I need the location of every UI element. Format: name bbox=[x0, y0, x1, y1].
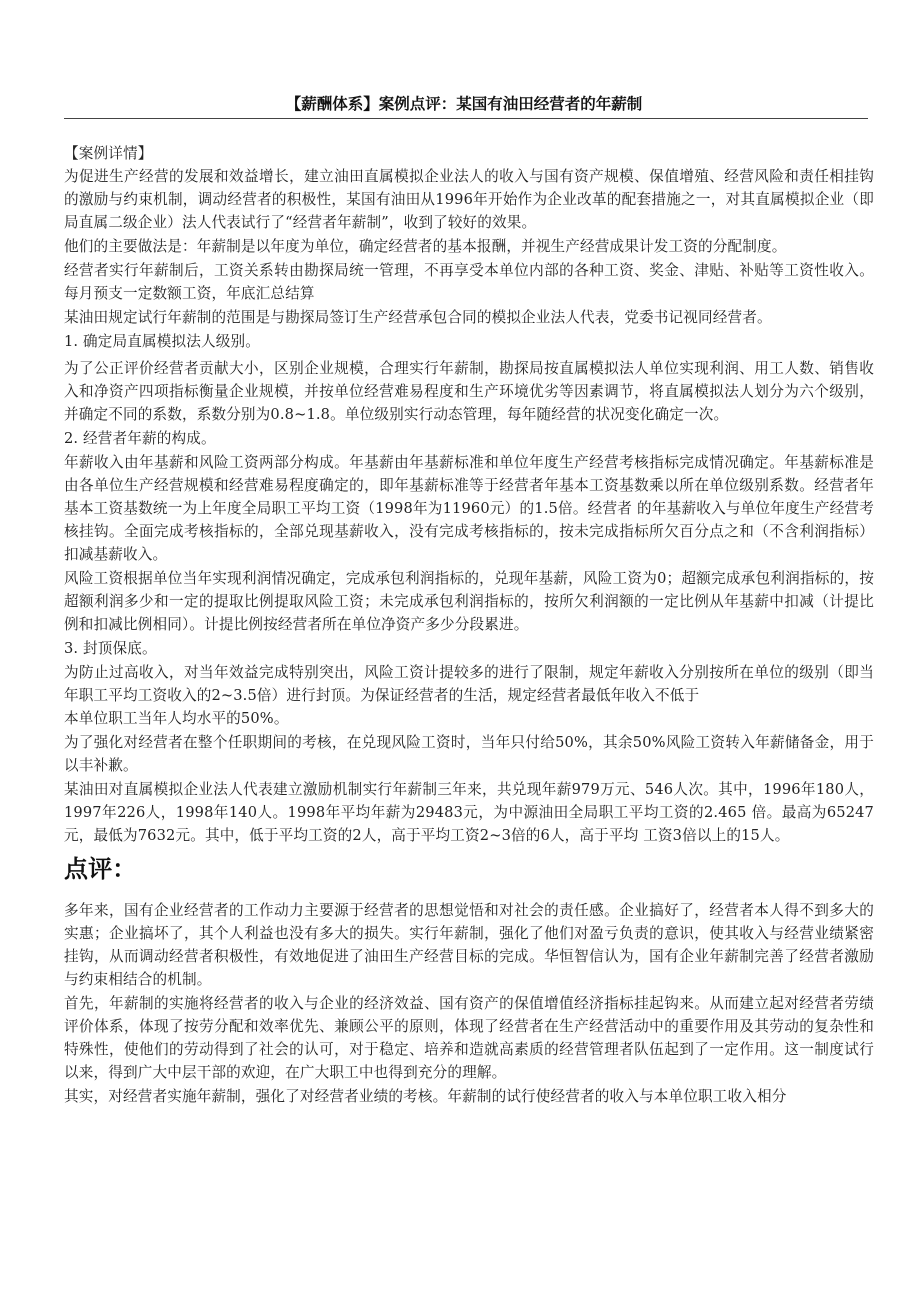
paragraph: 其实，对经营者实施年薪制，强化了对经营者业绩的考核。年薪制的试行使经营者的收入与本单位职工收入相分 bbox=[64, 1088, 787, 1105]
paragraph: 多年来，国有企业经营者的工作动力主要源于经营者的思想觉悟和对社会的责任感。企业搞好了，经营者本人得不到多大的实惠；企业搞坏了，其个人利益也没有多大的损失。实行年薪制，强化了他们对盈亏负责的意识，使其收入与经营业绩紧密挂钩，从而调动经营者积极性，有效地促进了油田生产经营目标的完成。华恒智信认为，国有企业年薪制完善了经营者激励与约束相结合的机制。 bbox=[64, 902, 874, 988]
paragraph: 某油田规定试行年薪制的范围是与勘探局签订生产经营承包合同的模拟企业法人代表，党委书记视同经营者。 bbox=[64, 309, 772, 326]
list-heading: 2. 经营者年薪的构成。 bbox=[64, 430, 216, 447]
case-section-label: 【案例详情】 bbox=[64, 145, 153, 162]
title-divider bbox=[64, 118, 868, 119]
paragraph: 年薪收入由年基薪和风险工资两部分构成。年基薪由年基薪标准和单位年度生产经营考核指标完成情况确定。年基薪标准是由各单位生产经营规模和经营难易程度确定的，即年基薪标准等于经营者年基本工资基数乘以所在单位级别系数。经营者年基本工资基数统一为上年度全局职工平均工资（1998年为11960元）的1.5倍。经营者 的年基薪收入与单位年度生产经营考核挂钩。全面完成考核指标的，全部兑现基薪收入，没有完成考核指标的，按未完成指标所欠百分点之和（不含利润指标）扣减基薪收入。 bbox=[64, 454, 874, 563]
list-heading: 1. 确定局直属模拟法人级别。 bbox=[64, 333, 260, 350]
paragraph: 首先，年薪制的实施将经营者的收入与企业的经济效益、国有资产的保值增值经济指标挂起钩来。从而建立起对经营者劳绩评价体系，体现了按劳分配和效率优先、兼顾公平的原则，体现了经营者在生产经营活动中的重要作用及其劳动的复杂性和特殊性，使他们的劳动得到了社会的认可，对于稳定、培养和造就高素质的经营管理者队伍起到了一定作用。这一制度试行以来，得到广大中层干部的欢迎，在广大职工中也得到充分的理解。 bbox=[64, 995, 874, 1081]
paragraph: 风险工资根据单位当年实现利润情况确定，完成承包利润指标的，兑现年基薪，风险工资为0；超额完成承包利润指标的，按超额利润多少和一定的提取比例提取风险工资；未完成承包利润指标的，按所欠利润额的一定比例从年基薪中扣减（计提比例和扣减比例相同）。计提比例按经营者所在单位净资产多少分段累进。 bbox=[64, 570, 874, 633]
paragraph: 某油田对直属模拟企业法人代表建立激励机制实行年薪制三年来，共兑现年薪979万元、546人次。其中，1996年180人，1997年226人，1998年140人。1998年平均年薪为29483元，为中源油田全局职工平均工资的2.465 倍。最高为65247元，最低为7632元。其中，低于平均工资的2人，高于平均工资2~3倍的6人，高于平均 工资3倍以上的15人。 bbox=[64, 781, 874, 844]
paragraph: 本单位职工当年人均水平的50%。 bbox=[64, 710, 289, 727]
paragraph: 为促进生产经营的发展和效益增长，建立油田直属模拟企业法人的收入与国有资产规模、保值增殖、经营风险和责任相挂钩的激励与约束机制，调动经营者的积极性，某国有油田从1996年开始作为企业改革的配套措施之一，对其直属模拟企业（即局直属二级企业）法人代表试行了“经营者年薪制”，收到了较好的效果。 bbox=[64, 168, 874, 231]
review-heading: 点评： bbox=[64, 855, 137, 883]
paragraph: 为防止过高收入，对当年效益完成特别突出，风险工资计提较多的进行了限制，规定年薪收入分别按所在单位的级别（即当年职工平均工资收入的2~3.5倍）进行封顶。为保证经营者的生活，规定经营者最低年收入不低于 bbox=[64, 664, 874, 704]
list-heading: 3. 封顶保底。 bbox=[64, 640, 157, 657]
paragraph: 为了公正评价经营者贡献大小，区别企业规模，合理实行年薪制，勘探局按直属模拟法人单位实现利润、用工人数、销售收入和净资产四项指标衡量企业规模，并按单位经营难易程度和生产环境优劣等因素调节，将直属模拟法人划分为六个级别，并确定不同的系数，系数分别为0.8~1.8。单位级别实行动态管理，每年随经营的状况变化确定一次。 bbox=[64, 360, 874, 423]
document-title: 【薪酬体系】案例点评：某国有油田经营者的年薪制 bbox=[285, 95, 643, 113]
paragraph: 为了强化对经营者在整个任职期间的考核，在兑现风险工资时，当年只付给50%，其余50%风险工资转入年薪储备金，用于以丰补歉。 bbox=[64, 734, 874, 774]
paragraph: 经营者实行年薪制后，工资关系转由勘探局统一管理，不再享受本单位内部的各种工资、奖金、津贴、补贴等工资性收入。每月预支一定数额工资，年底汇总结算 bbox=[64, 262, 874, 302]
document-body bbox=[64, 142, 874, 1109]
paragraph: 他们的主要做法是：年薪制是以年度为单位，确定经营者的基本报酬，并视生产经营成果计发工资的分配制度。 bbox=[64, 238, 787, 255]
